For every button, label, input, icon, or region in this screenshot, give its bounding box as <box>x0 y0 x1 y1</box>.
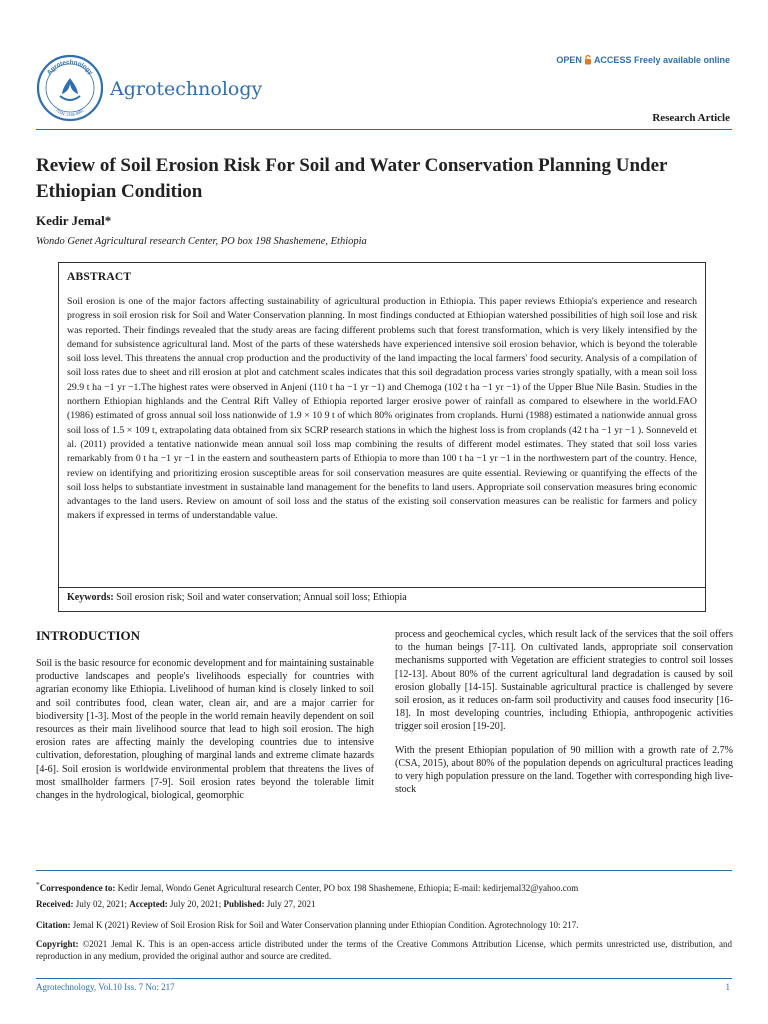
page-footer-divider <box>36 978 732 979</box>
citation-text: Jemal K (2021) Review of Soil Erosion Risk for Soil and Water Conservation planning under Ethiopian Condition. Agrotechnology 10: 217. <box>72 920 579 930</box>
accepted-label: Accepted: <box>129 899 168 909</box>
footnote-divider <box>36 870 732 871</box>
page-number: 1 <box>725 982 730 992</box>
introduction-paragraph: With the present Ethiopian population of 90 million with a growth rate of 2.7% (CSA, 2015), about 80% of the population depends on agricultural practices leading to very high population pressure on the land. Together with corresponding high live- stock <box>395 744 733 796</box>
citation-note <box>36 919 732 931</box>
introduction-paragraph: process and geochemical cycles, which result lack of the services that the soil offers to the human beings [7-11]. On cultivated lands, appropriate soil conservation mechanisms supported with Vegetation are efficient strategies to control soil losses [12-13]. About 80% of the current agricultural land degradation is caused by soil erosion globally [14-15]. Sustainable agricultural practice is challenged by severe soil erosion, as it reduces on-farm soil productivity and causes food insecurity [16-18]. In most developing countries, including Ethiopia, anthropogenic activities trigger soil erosion [19-20]. <box>395 629 733 733</box>
article-title: Review of Soil Erosion Risk For Soil and Water Conservation Planning Under Ethiopian Condition <box>36 155 668 202</box>
abstract-heading: ABSTRACT <box>67 271 132 283</box>
received-label: Received: <box>36 899 74 909</box>
received-date: July 02, 2021; <box>75 899 127 909</box>
author-name: Kedir Jemal* <box>36 213 112 228</box>
abstract-divider <box>59 587 705 588</box>
open-lock-icon <box>584 55 592 65</box>
open-access-label-1: OPEN <box>556 55 582 65</box>
copyright-note <box>36 938 732 962</box>
journal-logo-icon <box>36 54 104 122</box>
dates-note <box>36 898 732 910</box>
journal-name[interactable]: Agrotechnology <box>110 78 263 100</box>
keywords-line <box>67 592 407 603</box>
journal-issue-footer: Agrotechnology, Vol.10 Iss. 7 No: 217 <box>36 982 175 992</box>
correspondence-label: Correspondence to: <box>39 883 116 893</box>
introduction-heading: INTRODUCTION <box>36 628 141 643</box>
body-column-left <box>36 628 374 802</box>
keywords-list: Soil erosion risk; Soil and water conservation; Annual soil loss; Ethiopia <box>116 592 407 603</box>
introduction-paragraph: Soil is the basic resource for economic development and for maintaining sustainable productive landscapes and people's livelihoods especially for countries with agrarian economy like Ethiopia. Livelihood of human kind is closely linked to soil and soil contributes food, clean water, clean air, and are a major carrier for biodiversity [1-3]. Most of the people in the world remain heavily dependent on soil resources as their main livelihood source that lead to high soil erosion. The high erosion rates are affecting mainly the developing countries due to intensive cultivation, deforestation, ploughing of marginal lands and extreme climate hazards [4-6]. Soil erosion is worldwide environmental problem that threatens the lives of most smallholder farmers [7-9]. Soil erosion rates beyond the tolerable limit changes in the hydrological, biological, geomorphic <box>36 658 374 802</box>
abstract-box <box>58 262 706 612</box>
header-divider <box>36 129 732 130</box>
logo-arc-text: Agrotechnology <box>45 58 95 77</box>
article-type: Research Article <box>652 112 730 124</box>
open-access-label-2: ACCESS Freely available online <box>593 55 730 65</box>
accepted-date: July 20, 2021; <box>169 899 222 909</box>
copyright-label: Copyright: <box>36 939 79 949</box>
logo-issn: ISSN: 2168-9881 <box>55 107 85 118</box>
body-column-right <box>395 628 733 796</box>
abstract-text: Soil erosion is one of the major factors affecting sustainability of agricultural production in Ethiopia. This paper reviews Ethiopia's experience and research progress in soil erosion risk for Soil and Water Conservation planning. In most findings conducted at Ethiopian watershed possibilities of high soil lose and risk was reported. Their findings revealed that the study areas are facing different problems such that forest transformation, which is very likely intensified by the demand for subsistence agricultural land. Most of the parts of these watersheds have experienced intensive soil erosion behavior, which is beyond the tolerable soil loss level. This threatens the annual crop production and the productivity of the land impacting the local farmers' food security. Analysis of a compilation of soil loss rates due to sheet and rill erosion at plot and catchment scales indicates that this soil degradation process varies strongly spatially, with a mean soil loss 29.9 t ha −1 yr −1.The highest rates were observed in Anjeni (110 t ha −1 yr −1) and Chemoga (102 t ha −1 yr −1) of the Upper Blue Nile Basin. Studies in the northern Ethiopian highlands and the Central Rift Valley of Ethiopia reported larger erosive power of rainfall as compared to elsewhere in the world.FAO (1986) estimated of gross annual soil loss nationwide of 1.9 × 10 9 t of which 80% originates from croplands. Hurni (1988) estimated a nationwide annual gross soil loss of 1.5 × 109 t, extrapolating data obtained from six SCRP research stations in which the highest loss is from croplands (42 t ha −1 yr −1 ). Sonneveld et al. (2011) provided a tentative nationwide mean annual soil loss map combining the results of different model estimates. They stated that soil loss varies remarkably from 0 t ha −1 yr −1 in the eastern and southeastern parts of Ethiopia to more than 100 t ha −1 yr −1 in the northwestern part of the country. Hence, review on identifying and prioritizing erosion susceptible areas for soil conservation measures are quite essential. Reviewing or quantifying the effects of the soil loss helps to substantiate investment in sustainable land management for the benefits to land users. Appropriate soil conservation measures bring economic advantages to the land users. Review on amount of soil loss and the status of the existing soil conservation measures can be realistic for farmers and policy makers if expressed in terms of understandable value. <box>67 296 697 522</box>
citation-label: Citation: <box>36 920 71 930</box>
author-affiliation: Wondo Genet Agricultural research Center, PO box 198 Shashemene, Ethiopia <box>36 236 367 247</box>
published-label: Published: <box>223 899 265 909</box>
copyright-text: ©2021 Jemal K. This is an open-access article distributed under the terms of the Creative Commons Attribution License, which permits unrestricted use, distribution, and reproduction in any medium, provided the original author and source are credited. <box>36 939 732 961</box>
correspondence-text: Kedir Jemal, Wondo Genet Agricultural research Center, PO box 198 Shashemene, Ethiopia; E-mail: kedirjemal32@yahoo.com <box>117 883 579 893</box>
keywords-label: Keywords: <box>67 592 114 603</box>
open-access-badge[interactable] <box>556 55 730 65</box>
correspondence-note: *Correspondence to: Kedir Jemal, Wondo Genet Agricultural research Center, PO box 198 Shashemene, Ethiopia; E-mail: kedirjemal32@yahoo.com <box>36 880 579 893</box>
published-date: July 27, 2021 <box>266 899 316 909</box>
